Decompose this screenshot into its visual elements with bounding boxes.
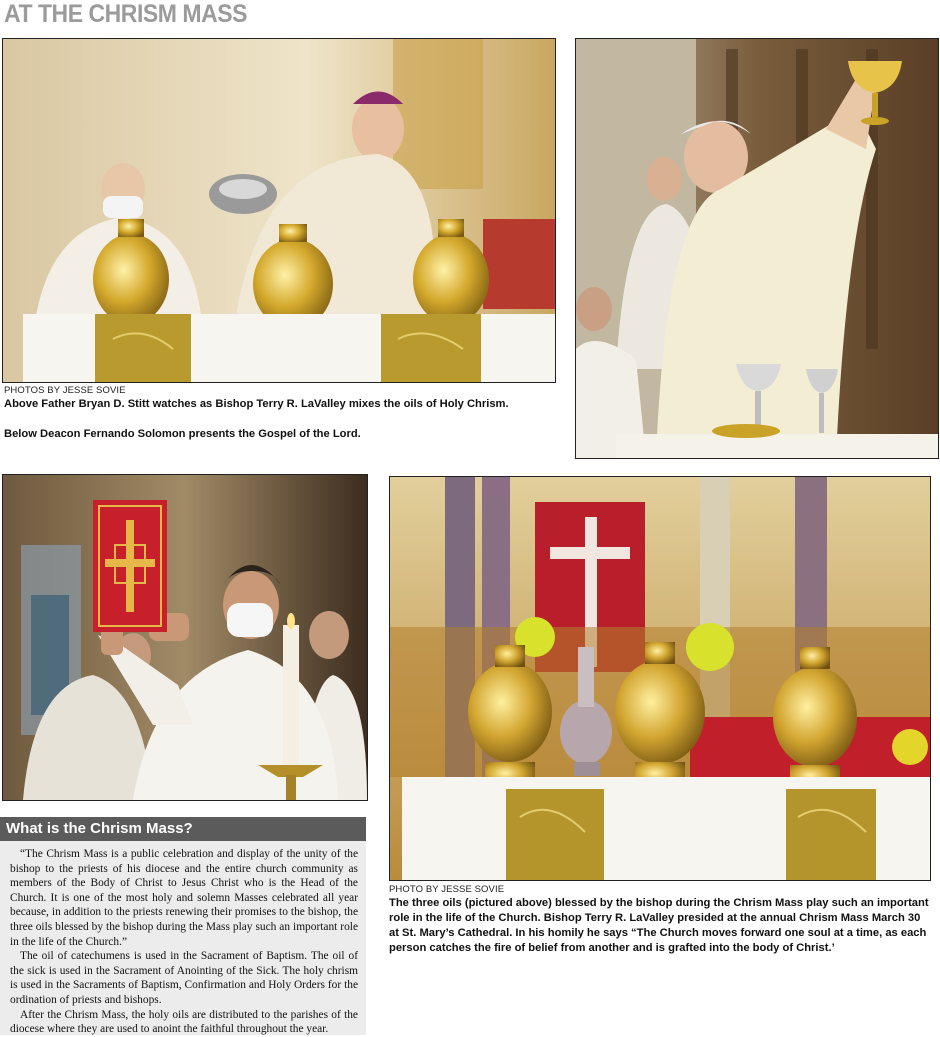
sidebar-body: [0, 841, 366, 1037]
photo-caption: The three oils (pictured above) blessed by the bishop during the Chrism Mass play such an important role in the life of the Church. Bishop Terry R. LaValley presided at the annual Chrism Mass March 30 at St. Mary’s Cathedral. In his homily he says “The Church moves forward one soul at a time, as each person catches the fire of belief from another and is grafted into the body of Christ.’: [389, 897, 929, 954]
photo-priest-raising-chalice: [575, 38, 939, 459]
photo-credit: PHOTOS BY JESSE SOVIE: [4, 385, 126, 396]
photo-caption: [4, 397, 564, 442]
caption-line-below: Below Deacon Fernando Solomon presents the Gospel of the Lord.: [4, 428, 361, 440]
sidebar-paragraph: The oil of catechumens is used in the Sacrament of Baptism. The oil of the sick is used in the Sacrament of Anointing of the Sick. The holy chrism is used in the Sacraments of Baptism, Confirmation and Holy Orders for the ordination of priests and bishops.: [10, 950, 358, 1006]
page-headline: AT THE CHRISM MASS: [4, 0, 248, 28]
photo-credit: PHOTO BY JESSE SOVIE: [389, 884, 505, 895]
photo-bishop-mixing-oils: [2, 38, 556, 383]
sidebar-title: What is the Chrism Mass?: [0, 817, 366, 841]
photo-deacon-presenting-gospel: [2, 474, 368, 801]
photo-three-oils-altar: [389, 476, 931, 881]
sidebar-paragraph: “The Chrism Mass is a public celebration and display of the unity of the bishop to the priests of his diocese and the entire church community as members of the Body of Christ to Jesus Christ who is the Head of the Church. It is one of the most holy and solemn Masses celebrated all year because, in addition to the priests renewing their promises to the bishop, the three oils blessed by the bishop during the Mass play such an important role in the life of the Church.”: [10, 848, 358, 948]
caption-line-above: Above Father Bryan D. Stitt watches as Bishop Terry R. LaValley mixes the oils of Holy Chrism.: [4, 398, 509, 410]
sidebar-paragraph: After the Chrism Mass, the holy oils are distributed to the parishes of the diocese where they are used to anoint the faithful throughout the year.: [10, 1008, 358, 1036]
sidebar-what-is-chrism-mass: [0, 817, 366, 1035]
